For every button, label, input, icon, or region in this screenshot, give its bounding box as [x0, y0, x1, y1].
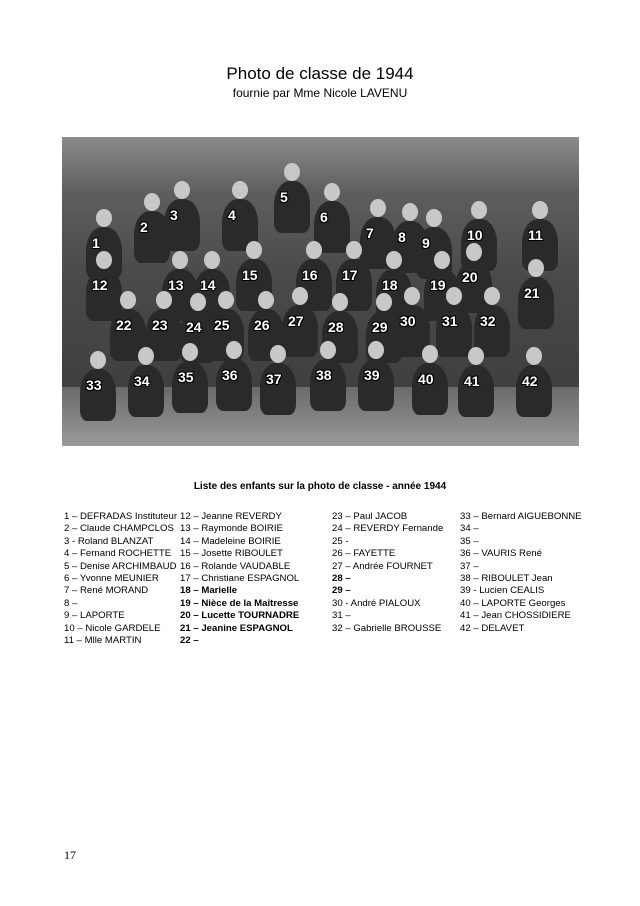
photo-person-face — [376, 293, 392, 311]
name-list-item: 26 – FAYETTE — [332, 548, 396, 560]
name-list-item: 33 – Bernard AIGUEBONNE — [460, 511, 582, 522]
photo-person-face — [270, 345, 286, 363]
photo-number-label: 26 — [254, 317, 270, 333]
photo-person-face — [532, 201, 548, 219]
photo-person-face — [172, 251, 188, 269]
name-list-item: 29 – — [332, 585, 351, 597]
name-list-item: 25 - — [332, 535, 349, 547]
name-list-item: 38 – RIBOULET Jean — [460, 573, 553, 585]
photo-person-face — [404, 287, 420, 305]
name-list-item: 19 – Nièce de la Maîtresse — [180, 597, 299, 609]
name-list-item: 42 – DELAVET — [460, 622, 525, 634]
photo-person-face — [422, 345, 438, 363]
photo-person-face — [182, 343, 198, 361]
photo-number-label: 22 — [116, 317, 132, 333]
names-column-4 — [460, 511, 582, 635]
photo-person-face — [324, 183, 340, 201]
names-column-3 — [332, 511, 443, 635]
photo-person-face — [434, 251, 450, 269]
name-list-item: 35 – — [460, 535, 479, 547]
photo-person-face — [528, 259, 544, 277]
photo-number-label: 5 — [280, 189, 288, 205]
photo-person-face — [320, 341, 336, 359]
photo-number-label: 11 — [528, 227, 543, 243]
photo-person-face — [468, 347, 484, 365]
photo-person-face — [144, 193, 160, 211]
name-list-item: 10 – Nicole GARDELE — [64, 622, 161, 634]
photo-number-label: 36 — [222, 367, 238, 383]
photo-person-face — [386, 251, 402, 269]
photo-person-face — [368, 341, 384, 359]
photo-person-face — [346, 241, 362, 259]
name-list-item: 28 – — [332, 573, 351, 585]
photo-number-label: 35 — [178, 369, 194, 385]
photo-person-face — [174, 181, 190, 199]
photo-person-face — [218, 291, 234, 309]
photo-person-face — [402, 203, 418, 221]
photo-background-wall — [62, 137, 579, 197]
photo-number-label: 13 — [168, 277, 184, 293]
photo-person-face — [246, 241, 262, 259]
name-list-item: 30 - André PIALOUX — [332, 597, 421, 609]
name-list-item: 1 – DEFRADAS Instituteur — [64, 511, 178, 522]
name-list-item: 6 – Yvonne MEUNIER — [64, 573, 159, 585]
photo-number-label: 2 — [140, 219, 148, 235]
photo-number-label: 19 — [430, 277, 446, 293]
photo-number-label: 30 — [400, 313, 416, 329]
name-list-item: 41 – Jean CHOSSIDIERE — [460, 610, 571, 622]
photo-number-label: 32 — [480, 313, 496, 329]
photo-person-face — [370, 199, 386, 217]
photo-person-face — [471, 201, 487, 219]
photo-number-label: 10 — [467, 227, 483, 243]
photo-number-label: 3 — [170, 207, 178, 223]
name-list-item: 22 – — [180, 635, 199, 647]
name-list-item: 16 – Rolande VAUDABLE — [180, 560, 291, 572]
name-list-item: 3 - Roland BLANZAT — [64, 535, 154, 547]
name-list-item: 40 – LAPORTE Georges — [460, 597, 566, 609]
photo-number-label: 39 — [364, 367, 380, 383]
name-list-item: 37 – — [460, 560, 479, 572]
page-subtitle: fournie par Mme Nicole LAVENU — [232, 86, 408, 100]
page-number: 17 — [64, 848, 76, 862]
name-list-item: 39 - Lucien CEALIS — [460, 585, 545, 597]
photo-number-label: 41 — [464, 373, 480, 389]
photo-number-label: 38 — [316, 367, 332, 383]
photo-person-face — [96, 209, 112, 227]
name-list-item: 14 – Madeleine BOIRIE — [180, 535, 281, 547]
photo-person-face — [120, 291, 136, 309]
name-list-item: 11 – Mlle MARTIN — [64, 635, 142, 647]
names-column-2 — [180, 511, 299, 647]
photo-person-face — [204, 251, 220, 269]
photo-person-face — [156, 291, 172, 309]
photo-number-label: 27 — [288, 313, 304, 329]
photo-number-label: 31 — [442, 313, 458, 329]
photo-number-label: 4 — [228, 207, 236, 223]
page-title: Photo de classe de 1944 — [226, 64, 414, 83]
photo-person-face — [426, 209, 442, 227]
photo-person-face — [526, 347, 542, 365]
photo-number-label: 25 — [214, 317, 230, 333]
photo-number-label: 8 — [398, 229, 406, 245]
photo-number-label: 21 — [524, 285, 540, 301]
photo-number-label: 29 — [372, 319, 388, 335]
photo-person-face — [466, 243, 482, 261]
photo-number-label: 7 — [366, 225, 374, 241]
name-list-item: 31 – — [332, 610, 351, 622]
photo-number-label: 23 — [152, 317, 168, 333]
photo-number-label: 33 — [86, 377, 102, 393]
name-list-item: 23 – Paul JACOB — [332, 511, 408, 522]
name-list-item: 9 – LAPORTE — [64, 610, 125, 622]
list-title: Liste des enfants sur la photo de classe - année 1944 — [193, 481, 447, 492]
photo-number-label: 28 — [328, 319, 344, 335]
photo-person-face — [306, 241, 322, 259]
photo-number-label: 18 — [382, 277, 398, 293]
name-list-item: 32 – Gabrielle BROUSSE — [332, 622, 442, 634]
name-list-item: 17 – Christiane ESPAGNOL — [180, 573, 300, 585]
photo-person-face — [484, 287, 500, 305]
name-list-item: 5 – Denise ARCHIMBAUD — [64, 560, 177, 572]
class-photo — [62, 137, 579, 446]
name-list-item: 27 – Andrée FOURNET — [332, 560, 433, 572]
photo-number-label: 24 — [186, 319, 202, 335]
photo-number-label: 17 — [342, 267, 358, 283]
photo-number-label: 20 — [462, 269, 478, 285]
names-column-1 — [64, 511, 177, 647]
photo-number-label: 9 — [422, 235, 430, 251]
photo-number-label: 1 — [92, 235, 100, 251]
photo-number-label: 14 — [200, 277, 216, 293]
name-list-item: 18 – Marielle — [180, 585, 238, 597]
name-list-item: 4 – Fernand ROCHETTE — [64, 548, 172, 560]
name-list-item: 7 – René MORAND — [64, 585, 149, 597]
name-list-item: 12 – Jeanne REVERDY — [180, 511, 282, 522]
name-list-item: 36 – VAURIS René — [460, 548, 542, 560]
photo-number-label: 37 — [266, 371, 282, 387]
photo-number-label: 16 — [302, 267, 318, 283]
photo-person-face — [138, 347, 154, 365]
name-list-item: 24 – REVERDY Fernande — [332, 523, 444, 535]
photo-person-face — [190, 293, 206, 311]
photo-person-face — [292, 287, 308, 305]
photo-person-face — [332, 293, 348, 311]
photo-person-face — [284, 163, 300, 181]
photo-number-label: 40 — [418, 371, 434, 387]
name-list-item: 20 – Lucette TOURNADRE — [180, 610, 300, 622]
photo-person-face — [90, 351, 106, 369]
name-list-item: 8 – — [64, 597, 78, 609]
name-list-item: 2 – Claude CHAMPCLOS — [64, 523, 174, 535]
photo-number-label: 34 — [134, 373, 150, 389]
photo-person-face — [226, 341, 242, 359]
photo-person-face — [446, 287, 462, 305]
photo-number-label: 42 — [522, 373, 538, 389]
photo-number-label: 15 — [242, 267, 258, 283]
name-list-item: 21 – Jeanine ESPAGNOL — [180, 622, 293, 634]
name-list-item: 15 – Josette RIBOULET — [180, 548, 283, 560]
photo-person-face — [96, 251, 112, 269]
photo-number-label: 12 — [92, 277, 108, 293]
name-list-item: 13 – Raymonde BOIRIE — [180, 523, 283, 535]
photo-person-face — [232, 181, 248, 199]
photo-number-label: 6 — [320, 209, 328, 225]
name-list-item: 34 – — [460, 523, 479, 535]
photo-person-face — [258, 291, 274, 309]
